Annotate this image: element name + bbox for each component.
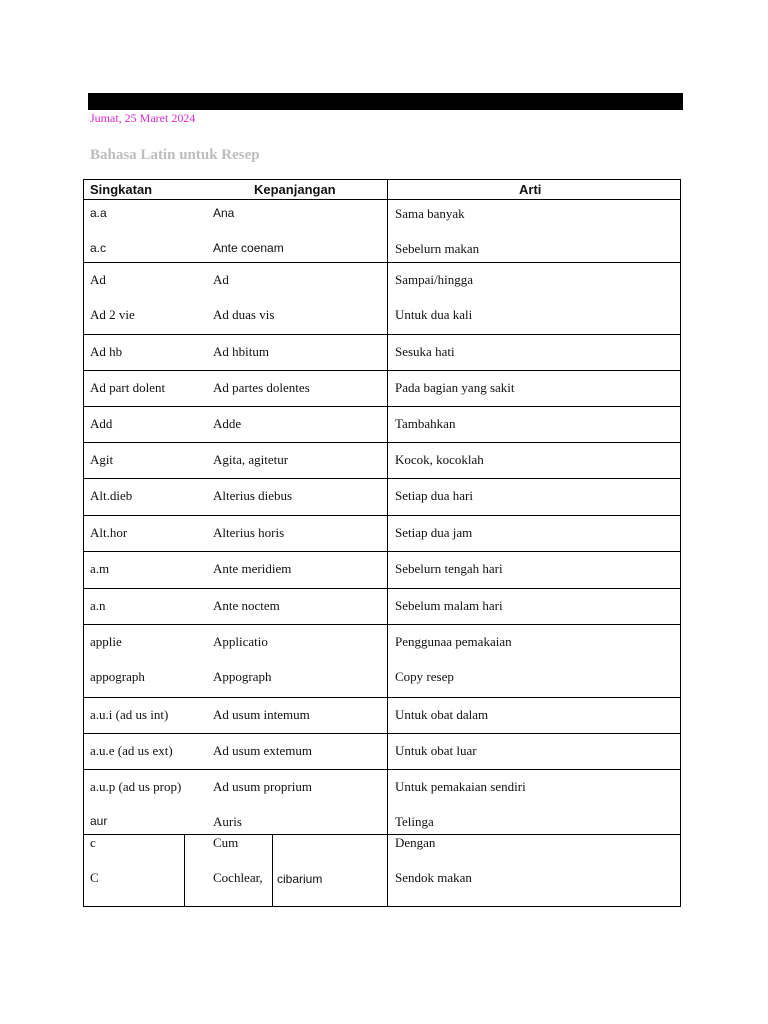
cell-arti: Sesuka hati (395, 344, 455, 359)
cell-singkatan: Add (90, 416, 113, 431)
table-row (83, 625, 681, 698)
cell-singkatan: a.a (90, 206, 107, 220)
cell-kepanjangan: Ana (213, 206, 235, 220)
cell-kepanjangan: Adde (213, 416, 242, 431)
cell-kepanjangan: Alterius horis (213, 525, 285, 540)
column-divider (387, 589, 388, 624)
cell-singkatan: aur (90, 814, 108, 828)
cell-singkatan: a.m (90, 561, 110, 576)
cell-arti: Penggunaa pemakaian (395, 634, 512, 649)
cell-kepanjangan: Cum (213, 835, 239, 850)
table-row (83, 770, 681, 835)
cell-kepanjangan: Ad partes dolentes (213, 380, 310, 395)
header-singkatan: Singkatan (90, 182, 153, 197)
cell-singkatan: Alt.hor (90, 525, 128, 540)
column-divider (387, 407, 388, 442)
cell-singkatan: Ad (90, 272, 106, 287)
table-row (83, 698, 681, 734)
table-row (83, 516, 681, 552)
cell-kepanjangan: Appograph (213, 669, 272, 684)
cell-singkatan: a.u.i (ad us int) (90, 707, 169, 722)
table-row (83, 200, 681, 263)
table-row (83, 335, 681, 371)
column-divider (272, 835, 273, 906)
table-header-row (83, 179, 681, 200)
column-divider (387, 770, 388, 834)
header-arti: Arti (519, 182, 542, 197)
cell-kepanjangan: Ad usum intemum (213, 707, 310, 722)
cell-singkatan: a.u.e (ad us ext) (90, 743, 173, 758)
cell-arti: Sampai/hingga (395, 272, 473, 287)
cell-singkatan: Ad hb (90, 344, 123, 359)
cell-singkatan: C (90, 870, 99, 885)
cell-arti: Untuk obat dalam (395, 707, 489, 722)
table-row (83, 263, 681, 335)
column-divider (387, 734, 388, 769)
cell-arti: Untuk pemakaian sendiri (395, 779, 526, 794)
cell-arti: Setiap dua hari (395, 488, 473, 503)
cell-arti: Telinga (395, 814, 434, 829)
cell-kepanjangan: Ante meridiem (213, 561, 292, 576)
cell-kepanjangan: Ante noctem (213, 598, 280, 613)
cell-kepanjangan: Ad hbitum (213, 344, 269, 359)
cell-kepanjangan: Cochlear, (213, 870, 263, 885)
cell-kepanjangan: Ad usum extemum (213, 743, 312, 758)
table-row (83, 443, 681, 479)
cell-singkatan: applie (90, 634, 122, 649)
cell-kepanjangan: Auris (213, 814, 242, 829)
column-divider (387, 443, 388, 478)
cell-kepanjangan: Agita, agitetur (213, 452, 289, 467)
cell-kepanjangan: Ad (213, 272, 229, 287)
cell-kepanjangan: Ad usum proprium (213, 779, 312, 794)
column-divider (387, 698, 388, 733)
date-text: Jumat, 25 Maret 2024 (90, 111, 196, 125)
cell-kepanjangan-extra: cibarium (277, 872, 323, 886)
column-divider (184, 835, 185, 906)
cell-singkatan: c (90, 835, 96, 850)
cell-arti: Pada bagian yang sakit (395, 380, 515, 395)
cell-kepanjangan: Alterius diebus (213, 488, 293, 503)
cell-singkatan: Agit (90, 452, 114, 467)
column-divider (387, 371, 388, 406)
cell-kepanjangan: Ante coenam (213, 241, 284, 255)
cell-arti: Sebelurn tengah hari (395, 561, 503, 576)
cell-arti: Sebelum malam hari (395, 598, 503, 613)
cell-arti: Setiap dua jam (395, 525, 473, 540)
column-divider (387, 200, 388, 262)
column-divider (387, 263, 388, 334)
cell-arti: Untuk dua kali (395, 307, 473, 322)
column-divider (387, 625, 388, 697)
cell-singkatan: appograph (90, 669, 145, 684)
cell-arti: Sama banyak (395, 206, 465, 221)
latin-abbreviation-table (83, 179, 681, 907)
cell-singkatan: a.u.p (ad us prop) (90, 779, 182, 794)
cell-arti: Untuk obat luar (395, 743, 477, 758)
table-row (83, 371, 681, 407)
page-title: Bahasa Latin untuk Resep (90, 147, 260, 163)
cell-arti: Sendok makan (395, 870, 472, 885)
table-row (83, 835, 681, 907)
cell-kepanjangan: Applicatio (213, 634, 268, 649)
cell-arti: Sebelurn makan (395, 241, 480, 256)
cell-arti: Dengan (395, 835, 436, 850)
table-row (83, 407, 681, 443)
table-row (83, 734, 681, 770)
cell-arti: Kocok, kocoklah (395, 452, 484, 467)
cell-singkatan: Alt.dieb (90, 488, 133, 503)
table-row (83, 552, 681, 589)
cell-singkatan: a.n (90, 598, 106, 613)
cell-singkatan: Ad 2 vie (90, 307, 135, 322)
header-bar (88, 93, 683, 110)
table-row (83, 589, 681, 625)
header-kepanjangan: Kepanjangan (254, 182, 336, 197)
cell-singkatan: a.c (90, 241, 107, 255)
cell-arti: Copy resep (395, 669, 454, 684)
column-divider (387, 835, 388, 906)
column-divider (387, 516, 388, 551)
column-divider (387, 479, 388, 515)
cell-singkatan: Ad part dolent (90, 380, 166, 395)
column-divider (387, 180, 388, 199)
cell-kepanjangan: Ad duas vis (213, 307, 275, 322)
cell-arti: Tambahkan (395, 416, 456, 431)
column-divider (387, 335, 388, 370)
table-row (83, 479, 681, 516)
column-divider (387, 552, 388, 588)
